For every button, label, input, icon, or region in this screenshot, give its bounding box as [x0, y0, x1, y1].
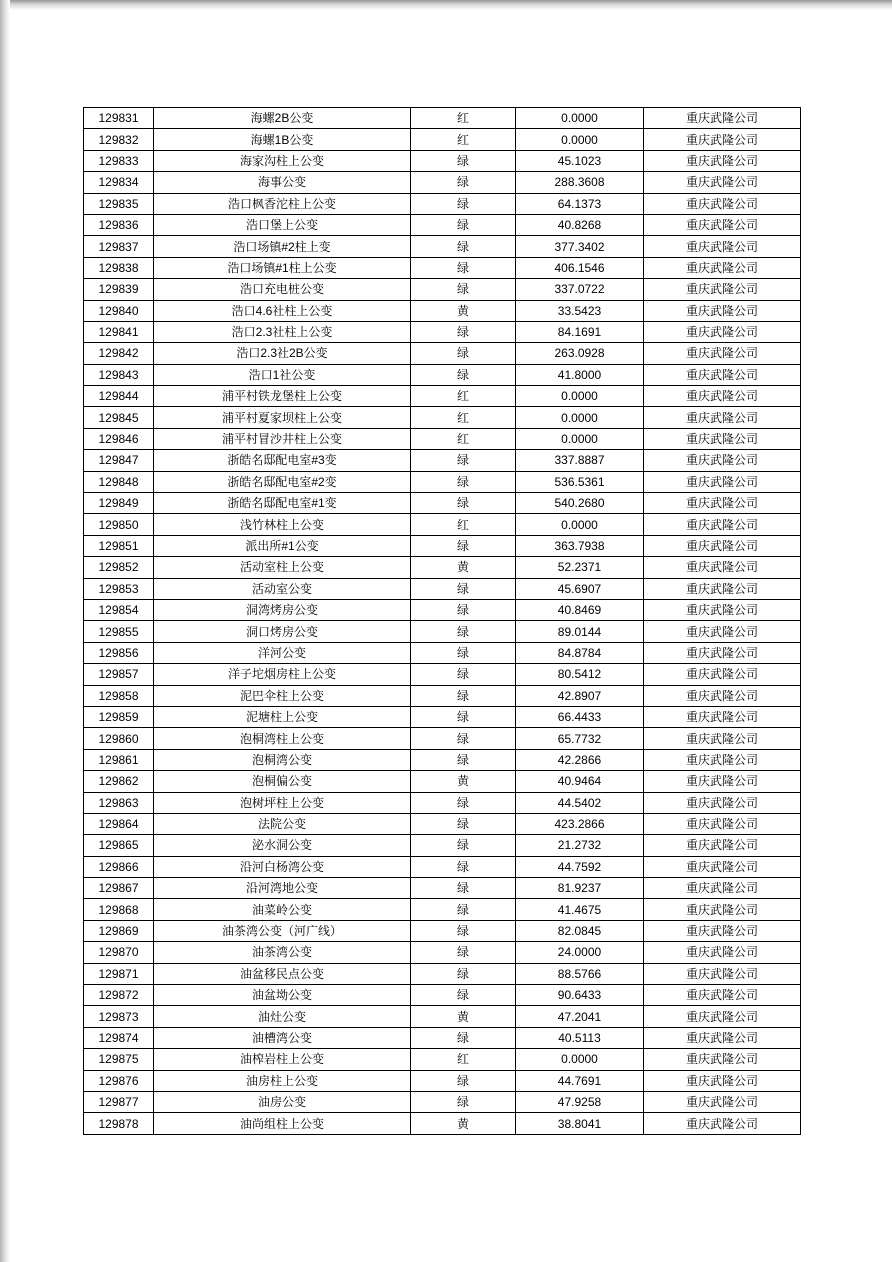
status-cell: 红: [411, 108, 516, 129]
company-cell: 重庆武隆公司: [644, 792, 801, 813]
status-cell: 黄: [411, 1113, 516, 1134]
row-id-cell: 129846: [84, 428, 154, 449]
name-cell: 派出所#1公变: [154, 535, 411, 556]
row-id-cell: 129840: [84, 300, 154, 321]
table-row: [84, 343, 801, 364]
table-row: [84, 514, 801, 535]
row-id-cell: 129865: [84, 835, 154, 856]
status-cell: 红: [411, 407, 516, 428]
name-cell: 浙皓名邸配电室#3变: [154, 450, 411, 471]
value-cell: 66.4433: [516, 706, 644, 727]
company-cell: 重庆武隆公司: [644, 535, 801, 556]
row-id-cell: 129843: [84, 364, 154, 385]
row-id-cell: 129839: [84, 279, 154, 300]
row-id-cell: 129838: [84, 257, 154, 278]
value-cell: 0.0000: [516, 428, 644, 449]
table-row: [84, 129, 801, 150]
name-cell: 浅竹林柱上公变: [154, 514, 411, 535]
table-row: [84, 942, 801, 963]
company-cell: 重庆武隆公司: [644, 942, 801, 963]
status-cell: 绿: [411, 963, 516, 984]
company-cell: 重庆武隆公司: [644, 150, 801, 171]
name-cell: 活动室公变: [154, 578, 411, 599]
status-cell: 绿: [411, 578, 516, 599]
name-cell: 泡树坪柱上公变: [154, 792, 411, 813]
table-row: [84, 386, 801, 407]
row-id-cell: 129856: [84, 642, 154, 663]
status-cell: 绿: [411, 792, 516, 813]
table-row: [84, 321, 801, 342]
company-cell: 重庆武隆公司: [644, 985, 801, 1006]
value-cell: 47.9258: [516, 1091, 644, 1112]
row-id-cell: 129837: [84, 236, 154, 257]
table-row: [84, 108, 801, 129]
company-cell: 重庆武隆公司: [644, 685, 801, 706]
table-row: [84, 578, 801, 599]
row-id-cell: 129854: [84, 599, 154, 620]
value-cell: 84.1691: [516, 321, 644, 342]
page-edge-shadow-left: [0, 0, 10, 1262]
status-cell: 绿: [411, 728, 516, 749]
page-edge-shadow-top: [0, 0, 892, 10]
row-id-cell: 129872: [84, 985, 154, 1006]
row-id-cell: 129861: [84, 749, 154, 770]
value-cell: 33.5423: [516, 300, 644, 321]
value-cell: 45.6907: [516, 578, 644, 599]
table-row: [84, 557, 801, 578]
status-cell: 绿: [411, 1091, 516, 1112]
row-id-cell: 129833: [84, 150, 154, 171]
value-cell: 42.2866: [516, 749, 644, 770]
table-row: [84, 1049, 801, 1070]
table-row: [84, 535, 801, 556]
row-id-cell: 129855: [84, 621, 154, 642]
name-cell: 洞湾烤房公变: [154, 599, 411, 620]
status-cell: 绿: [411, 878, 516, 899]
name-cell: 泥塘柱上公变: [154, 706, 411, 727]
company-cell: 重庆武隆公司: [644, 599, 801, 620]
row-id-cell: 129857: [84, 664, 154, 685]
name-cell: 浩口2.3社2B公变: [154, 343, 411, 364]
table-row: [84, 450, 801, 471]
value-cell: 90.6433: [516, 985, 644, 1006]
table-row: [84, 813, 801, 834]
name-cell: 油盆坳公变: [154, 985, 411, 1006]
company-cell: 重庆武隆公司: [644, 450, 801, 471]
row-id-cell: 129860: [84, 728, 154, 749]
company-cell: 重庆武隆公司: [644, 193, 801, 214]
company-cell: 重庆武隆公司: [644, 899, 801, 920]
company-cell: 重庆武隆公司: [644, 771, 801, 792]
company-cell: 重庆武隆公司: [644, 856, 801, 877]
name-cell: 油槽湾公变: [154, 1027, 411, 1048]
value-cell: 40.8469: [516, 599, 644, 620]
table-row: [84, 599, 801, 620]
value-cell: 423.2866: [516, 813, 644, 834]
name-cell: 泡桐湾柱上公变: [154, 728, 411, 749]
table-row: [84, 1091, 801, 1112]
value-cell: 0.0000: [516, 407, 644, 428]
value-cell: 24.0000: [516, 942, 644, 963]
row-id-cell: 129853: [84, 578, 154, 599]
row-id-cell: 129878: [84, 1113, 154, 1134]
row-id-cell: 129836: [84, 214, 154, 235]
table-row: [84, 899, 801, 920]
value-cell: 64.1373: [516, 193, 644, 214]
name-cell: 浩口场镇#2柱上变: [154, 236, 411, 257]
table-row: [84, 257, 801, 278]
name-cell: 油盆移民点公变: [154, 963, 411, 984]
name-cell: 洋河公变: [154, 642, 411, 663]
table-row: [84, 407, 801, 428]
status-cell: 绿: [411, 813, 516, 834]
name-cell: 油房公变: [154, 1091, 411, 1112]
value-cell: 40.5113: [516, 1027, 644, 1048]
name-cell: 浩口场镇#1柱上公变: [154, 257, 411, 278]
table-row: [84, 428, 801, 449]
value-cell: 81.9237: [516, 878, 644, 899]
row-id-cell: 129831: [84, 108, 154, 129]
value-cell: 42.8907: [516, 685, 644, 706]
status-cell: 黄: [411, 557, 516, 578]
company-cell: 重庆武隆公司: [644, 1027, 801, 1048]
company-cell: 重庆武隆公司: [644, 236, 801, 257]
row-id-cell: 129870: [84, 942, 154, 963]
company-cell: 重庆武隆公司: [644, 963, 801, 984]
status-cell: 绿: [411, 535, 516, 556]
status-cell: 绿: [411, 193, 516, 214]
row-id-cell: 129852: [84, 557, 154, 578]
value-cell: 44.7592: [516, 856, 644, 877]
table-row: [84, 214, 801, 235]
row-id-cell: 129841: [84, 321, 154, 342]
row-id-cell: 129858: [84, 685, 154, 706]
value-cell: 21.2732: [516, 835, 644, 856]
name-cell: 浦平村铁龙堡柱上公变: [154, 386, 411, 407]
table-row: [84, 835, 801, 856]
value-cell: 41.4675: [516, 899, 644, 920]
value-cell: 337.8887: [516, 450, 644, 471]
name-cell: 浙皓名邸配电室#1变: [154, 493, 411, 514]
name-cell: 浦平村夏家坝柱上公变: [154, 407, 411, 428]
table-row: [84, 856, 801, 877]
name-cell: 浩口枫香沱柱上公变: [154, 193, 411, 214]
table-row: [84, 1113, 801, 1134]
table-row: [84, 172, 801, 193]
value-cell: 84.8784: [516, 642, 644, 663]
table-row: [84, 1070, 801, 1091]
value-cell: 47.2041: [516, 1006, 644, 1027]
row-id-cell: 129835: [84, 193, 154, 214]
value-cell: 536.5361: [516, 471, 644, 492]
name-cell: 泡桐偏公变: [154, 771, 411, 792]
name-cell: 浩口1社公变: [154, 364, 411, 385]
status-cell: 绿: [411, 493, 516, 514]
company-cell: 重庆武隆公司: [644, 129, 801, 150]
name-cell: 浩口充电桩公变: [154, 279, 411, 300]
company-cell: 重庆武隆公司: [644, 621, 801, 642]
company-cell: 重庆武隆公司: [644, 835, 801, 856]
status-cell: 绿: [411, 642, 516, 663]
company-cell: 重庆武隆公司: [644, 257, 801, 278]
status-cell: 黄: [411, 300, 516, 321]
status-cell: 绿: [411, 664, 516, 685]
row-id-cell: 129864: [84, 813, 154, 834]
name-cell: 浩口堡上公变: [154, 214, 411, 235]
name-cell: 海家沟柱上公变: [154, 150, 411, 171]
row-id-cell: 129877: [84, 1091, 154, 1112]
status-cell: 绿: [411, 835, 516, 856]
status-cell: 红: [411, 1049, 516, 1070]
company-cell: 重庆武隆公司: [644, 300, 801, 321]
value-cell: 363.7938: [516, 535, 644, 556]
row-id-cell: 129851: [84, 535, 154, 556]
company-cell: 重庆武隆公司: [644, 664, 801, 685]
table-row: [84, 150, 801, 171]
name-cell: 海螺1B公变: [154, 129, 411, 150]
status-cell: 绿: [411, 942, 516, 963]
name-cell: 油尚组柱上公变: [154, 1113, 411, 1134]
name-cell: 油茶湾公变: [154, 942, 411, 963]
name-cell: 洞口烤房公变: [154, 621, 411, 642]
row-id-cell: 129842: [84, 343, 154, 364]
company-cell: 重庆武隆公司: [644, 364, 801, 385]
value-cell: 82.0845: [516, 920, 644, 941]
name-cell: 油灶公变: [154, 1006, 411, 1027]
row-id-cell: 129845: [84, 407, 154, 428]
company-cell: 重庆武隆公司: [644, 878, 801, 899]
value-cell: 0.0000: [516, 514, 644, 535]
row-id-cell: 129876: [84, 1070, 154, 1091]
status-cell: 绿: [411, 343, 516, 364]
table-row: [84, 279, 801, 300]
status-cell: 红: [411, 129, 516, 150]
status-cell: 绿: [411, 214, 516, 235]
status-cell: 绿: [411, 257, 516, 278]
name-cell: 海事公变: [154, 172, 411, 193]
value-cell: 45.1023: [516, 150, 644, 171]
status-cell: 绿: [411, 856, 516, 877]
name-cell: 油茶湾公变（河广线）: [154, 920, 411, 941]
status-cell: 绿: [411, 236, 516, 257]
row-id-cell: 129875: [84, 1049, 154, 1070]
value-cell: 65.7732: [516, 728, 644, 749]
row-id-cell: 129867: [84, 878, 154, 899]
status-cell: 绿: [411, 471, 516, 492]
company-cell: 重庆武隆公司: [644, 428, 801, 449]
status-cell: 绿: [411, 621, 516, 642]
table-row: [84, 920, 801, 941]
status-cell: 黄: [411, 1006, 516, 1027]
company-cell: 重庆武隆公司: [644, 920, 801, 941]
row-id-cell: 129832: [84, 129, 154, 150]
company-cell: 重庆武隆公司: [644, 514, 801, 535]
value-cell: 40.9464: [516, 771, 644, 792]
company-cell: 重庆武隆公司: [644, 172, 801, 193]
company-cell: 重庆武隆公司: [644, 1006, 801, 1027]
name-cell: 泡桐湾公变: [154, 749, 411, 770]
status-cell: 绿: [411, 279, 516, 300]
row-id-cell: 129869: [84, 920, 154, 941]
row-id-cell: 129863: [84, 792, 154, 813]
name-cell: 油榨岩柱上公变: [154, 1049, 411, 1070]
company-cell: 重庆武隆公司: [644, 279, 801, 300]
status-cell: 红: [411, 386, 516, 407]
table-body: [84, 108, 801, 1135]
name-cell: 泥巴伞柱上公变: [154, 685, 411, 706]
table-row: [84, 493, 801, 514]
value-cell: 44.5402: [516, 792, 644, 813]
table-row: [84, 1006, 801, 1027]
value-cell: 80.5412: [516, 664, 644, 685]
company-cell: 重庆武隆公司: [644, 471, 801, 492]
row-id-cell: 129873: [84, 1006, 154, 1027]
name-cell: 泌水洞公变: [154, 835, 411, 856]
status-cell: 绿: [411, 1027, 516, 1048]
row-id-cell: 129844: [84, 386, 154, 407]
table-row: [84, 471, 801, 492]
company-cell: 重庆武隆公司: [644, 557, 801, 578]
table-row: [84, 1027, 801, 1048]
status-cell: 绿: [411, 321, 516, 342]
row-id-cell: 129874: [84, 1027, 154, 1048]
row-id-cell: 129871: [84, 963, 154, 984]
company-cell: 重庆武隆公司: [644, 407, 801, 428]
status-cell: 绿: [411, 685, 516, 706]
table-row: [84, 771, 801, 792]
status-cell: 绿: [411, 899, 516, 920]
value-cell: 88.5766: [516, 963, 644, 984]
table-row: [84, 749, 801, 770]
row-id-cell: 129859: [84, 706, 154, 727]
table-row: [84, 728, 801, 749]
status-cell: 绿: [411, 364, 516, 385]
row-id-cell: 129847: [84, 450, 154, 471]
table-row: [84, 963, 801, 984]
value-cell: 40.8268: [516, 214, 644, 235]
company-cell: 重庆武隆公司: [644, 749, 801, 770]
name-cell: 浙皓名邸配电室#2变: [154, 471, 411, 492]
row-id-cell: 129866: [84, 856, 154, 877]
value-cell: 89.0144: [516, 621, 644, 642]
status-cell: 绿: [411, 450, 516, 471]
status-cell: 黄: [411, 771, 516, 792]
value-cell: 0.0000: [516, 1049, 644, 1070]
row-id-cell: 129862: [84, 771, 154, 792]
name-cell: 洋子坨烟房柱上公变: [154, 664, 411, 685]
name-cell: 沿河白杨湾公变: [154, 856, 411, 877]
company-cell: 重庆武隆公司: [644, 1049, 801, 1070]
status-cell: 绿: [411, 920, 516, 941]
status-cell: 红: [411, 428, 516, 449]
company-cell: 重庆武隆公司: [644, 108, 801, 129]
table-row: [84, 985, 801, 1006]
status-cell: 红: [411, 514, 516, 535]
company-cell: 重庆武隆公司: [644, 321, 801, 342]
value-cell: 263.0928: [516, 343, 644, 364]
company-cell: 重庆武隆公司: [644, 214, 801, 235]
table-row: [84, 364, 801, 385]
row-id-cell: 129850: [84, 514, 154, 535]
status-cell: 绿: [411, 706, 516, 727]
value-cell: 0.0000: [516, 386, 644, 407]
company-cell: 重庆武隆公司: [644, 343, 801, 364]
status-cell: 绿: [411, 749, 516, 770]
table-row: [84, 706, 801, 727]
value-cell: 337.0722: [516, 279, 644, 300]
value-cell: 38.8041: [516, 1113, 644, 1134]
name-cell: 海螺2B公变: [154, 108, 411, 129]
row-id-cell: 129848: [84, 471, 154, 492]
company-cell: 重庆武隆公司: [644, 578, 801, 599]
value-cell: 377.3402: [516, 236, 644, 257]
transformer-table: [83, 107, 801, 1135]
company-cell: 重庆武隆公司: [644, 386, 801, 407]
status-cell: 绿: [411, 985, 516, 1006]
company-cell: 重庆武隆公司: [644, 1113, 801, 1134]
table-row: [84, 664, 801, 685]
name-cell: 浩口4.6社柱上公变: [154, 300, 411, 321]
table-row: [84, 300, 801, 321]
status-cell: 绿: [411, 172, 516, 193]
status-cell: 绿: [411, 1070, 516, 1091]
table-row: [84, 878, 801, 899]
value-cell: 44.7691: [516, 1070, 644, 1091]
company-cell: 重庆武隆公司: [644, 1091, 801, 1112]
company-cell: 重庆武隆公司: [644, 642, 801, 663]
status-cell: 绿: [411, 150, 516, 171]
name-cell: 活动室柱上公变: [154, 557, 411, 578]
value-cell: 540.2680: [516, 493, 644, 514]
name-cell: 浦平村冒沙井柱上公变: [154, 428, 411, 449]
name-cell: 油房柱上公变: [154, 1070, 411, 1091]
value-cell: 406.1546: [516, 257, 644, 278]
name-cell: 油菜岭公变: [154, 899, 411, 920]
row-id-cell: 129868: [84, 899, 154, 920]
row-id-cell: 129849: [84, 493, 154, 514]
value-cell: 288.3608: [516, 172, 644, 193]
value-cell: 52.2371: [516, 557, 644, 578]
table-row: [84, 642, 801, 663]
table-row: [84, 193, 801, 214]
table-row: [84, 236, 801, 257]
name-cell: 法院公变: [154, 813, 411, 834]
name-cell: 浩口2.3社柱上公变: [154, 321, 411, 342]
value-cell: 0.0000: [516, 108, 644, 129]
table-row: [84, 685, 801, 706]
company-cell: 重庆武隆公司: [644, 728, 801, 749]
company-cell: 重庆武隆公司: [644, 813, 801, 834]
value-cell: 0.0000: [516, 129, 644, 150]
row-id-cell: 129834: [84, 172, 154, 193]
table-row: [84, 792, 801, 813]
value-cell: 41.8000: [516, 364, 644, 385]
company-cell: 重庆武隆公司: [644, 706, 801, 727]
company-cell: 重庆武隆公司: [644, 493, 801, 514]
status-cell: 绿: [411, 599, 516, 620]
company-cell: 重庆武隆公司: [644, 1070, 801, 1091]
name-cell: 沿河湾地公变: [154, 878, 411, 899]
table-row: [84, 621, 801, 642]
